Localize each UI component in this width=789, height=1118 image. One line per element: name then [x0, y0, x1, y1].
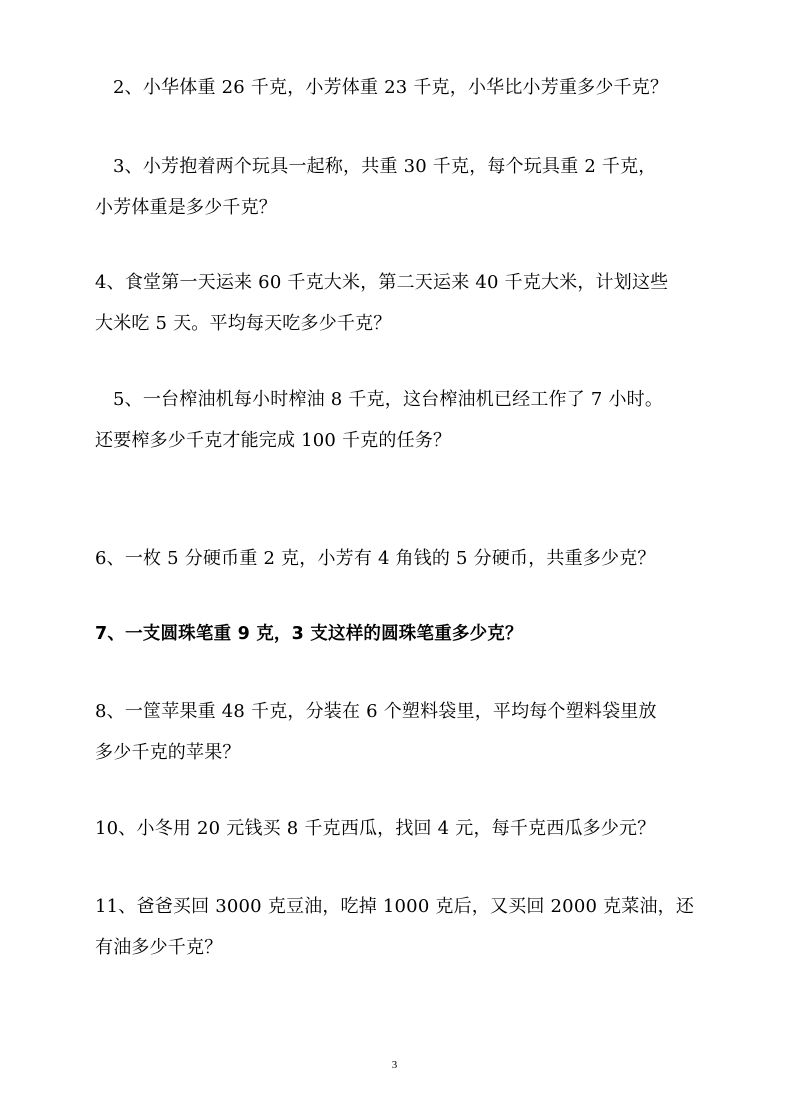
question-6-line-1: 6、一枚 5 分硬币重 2 克，小芳有 4 角钱的 5 分硬币，共重多少克？: [95, 548, 656, 569]
page-number: 3: [391, 1059, 398, 1071]
question-2-line-1: 2、小华体重 26 千克，小芳体重 23 千克，小华比小芳重多少千克？: [113, 77, 669, 98]
question-8-line-1: 8、一筐苹果重 48 千克，分装在 6 个塑料袋里，平均每个塑料袋里放: [95, 701, 657, 722]
question-6: [95, 538, 705, 579]
question-4-line-1: 4、食堂第一天运来 60 千克大米，第二天运来 40 千克大米，计划这些: [95, 272, 669, 293]
question-11: [95, 886, 705, 968]
question-3: [95, 146, 705, 228]
question-11-line-1: 11、爸爸买回 3000 克豆油，吃掉 1000 克后，又买回 2000 克菜油，还: [95, 896, 695, 917]
question-8: [95, 691, 705, 773]
question-10: [95, 808, 705, 849]
question-4: [95, 262, 705, 344]
question-3-line-2: 小芳体重是多少千克？: [95, 197, 277, 218]
question-3-line-1: 3、小芳抱着两个玩具一起称，共重 30 千克，每个玩具重 2 千克，: [113, 156, 657, 177]
question-5-line-2: 还要榨多少千克才能完成 100 千克的任务？: [95, 430, 452, 451]
question-5: [95, 379, 705, 461]
question-4-line-2: 大米吃 5 天。平均每天吃多少千克？: [95, 313, 392, 334]
question-8-line-2: 多少千克的苹果？: [95, 742, 241, 763]
question-11-line-2: 有油多少千克？: [95, 937, 223, 958]
question-7-line-1: 7、一支圆珠笔重 9 克，3 支这样的圆珠笔重多少克？: [95, 624, 523, 644]
question-2: [95, 67, 705, 108]
question-7: [95, 614, 705, 655]
question-10-line-1: 10、小冬用 20 元钱买 8 千克西瓜，找回 4 元，每千克西瓜多少元？: [95, 818, 656, 839]
question-5-line-1: 5、一台榨油机每小时榨油 8 千克，这台榨油机已经工作了 7 小时。: [113, 389, 664, 410]
